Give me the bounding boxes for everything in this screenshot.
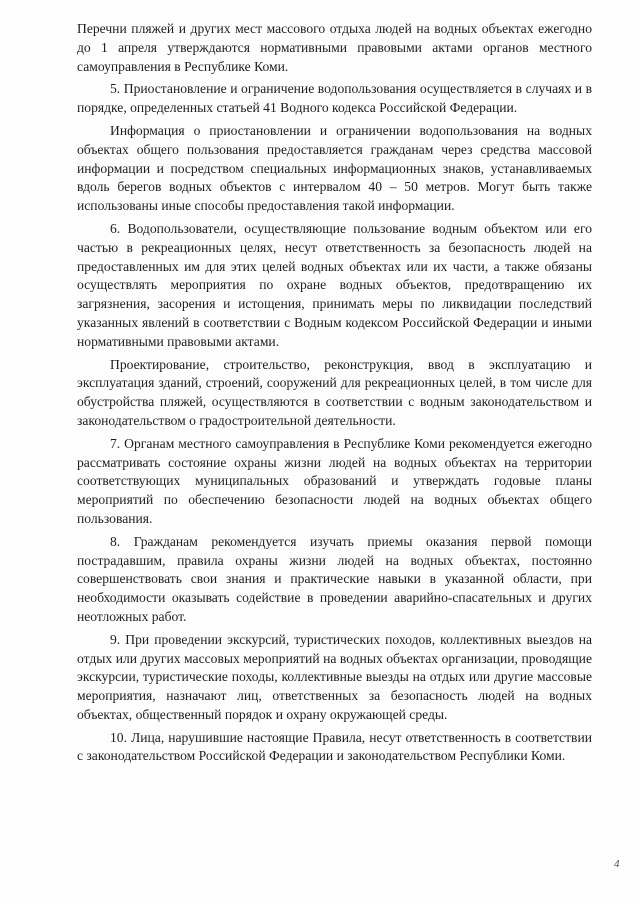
paragraph-item-10: 10. Лица, нарушившие настоящие Правила, несут ответственность в соответствии с законодательством Российской Федерации и законодательством Республики Коми. bbox=[77, 729, 592, 764]
paragraph-item-8: 8. Гражданам рекомендуется изучать приемы оказания первой помощи пострадавшим, правила охраны жизни людей на водных объектах, постоянно совершенствовать свои знания и практические навыки в указанной области, при необходимости оказывать содействие в проведении аварийно-спасательных и других неотложных работ. bbox=[77, 533, 592, 624]
paragraph-construction: Проектирование, строительство, реконструкция, ввод в эксплуатацию и эксплуатация зданий, строений, сооружений для рекреационных целей, в том числе для обустройства пляжей, осуществляются в соответствии с водным законодательством и законодательством о градостроительной деятельности. bbox=[77, 356, 592, 428]
paragraph-item-9: 9. При проведении экскурсий, туристических походов, коллективных выездов на отдых или других массовых мероприятий на водных объектах организации, проводящие экскурсии, туристические походы, коллективные выезды на отдых или другие массовые мероприятия, назначают лиц, ответственных за безопасность людей на водных объектах, общественный порядок и охрану окружающей среды. bbox=[77, 631, 592, 722]
paragraph-beaches-lists: Перечни пляжей и других мест массового отдыха людей на водных объектах ежегодно до 1 апреля утверждаются нормативными правовыми актами органов местного самоуправления в Республике Коми. bbox=[77, 21, 592, 74]
paragraph-item-6: 6. Водопользователи, осуществляющие пользование водным объектом или его частью в рекреационных целях, несут ответственность за безопасность людей на предоставленных им для этих целей водных объектах или их части, а также обязаны осуществлять мероприятия по охране водных объектов, предотвращению их загрязнения, засорения и истощения, принимать меры по ликвидации последствий указанных явлений в соответствии с Водным кодексом Российской Федерации и иными нормативными правовыми актами. bbox=[77, 220, 592, 349]
document-body bbox=[77, 20, 592, 766]
paragraph-item-5: 5. Приостановление и ограничение водопользования осуществляется в случаях и в порядке, определенных статьей 41 Водного кодекса Российской Федерации. bbox=[77, 81, 592, 116]
paragraph-item-7: 7. Органам местного самоуправления в Республике Коми рекомендуется ежегодно рассматривать состояние охраны жизни людей на водных объектах на территории соответствующих муниципальных образований и утверждать годовые планы мероприятий по обеспечению безопасности людей на водных объектах общего пользования. bbox=[77, 435, 592, 526]
paragraph-restriction-info: Информация о приостановлении и ограничении водопользования на водных объектах общего пользования предоставляется гражданам через средства массовой информации и посредством специальных информационных знаков, устанавливаемых вдоль берегов водных объектов с интервалом 40 – 50 метров. Могут быть также использованы иные способы предоставления такой информации. bbox=[77, 122, 592, 214]
page-number: 4 bbox=[614, 858, 620, 870]
